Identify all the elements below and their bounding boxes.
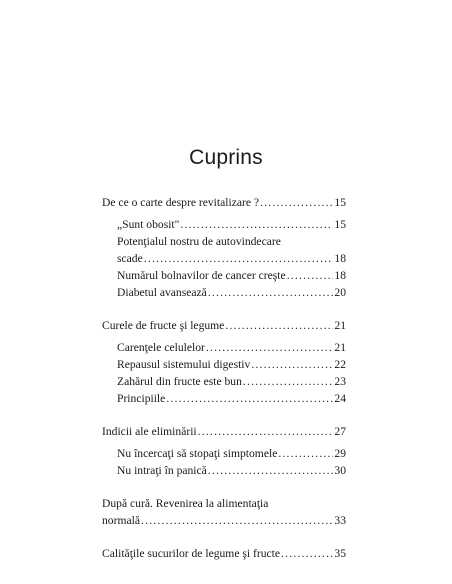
toc-entry-title: Numărul bolnavilor de cancer creşte xyxy=(117,269,286,282)
toc-entry-title: Carenţele celulelor xyxy=(117,341,205,354)
toc-entry-title: Calităţile sucurilor de legume şi fructe xyxy=(102,547,281,560)
toc-page-number: 23 xyxy=(334,375,346,388)
toc-page-number: 30 xyxy=(334,464,346,477)
leader-dots xyxy=(208,284,334,301)
leader-dots xyxy=(281,545,333,562)
leader-dots xyxy=(180,216,333,233)
toc-entry-title: De ce o carte despre revitalizare ? xyxy=(102,196,260,209)
toc-entry-title: Indicii ale eliminării xyxy=(102,425,197,438)
toc-entry-title: Zahărul din fructe este bun xyxy=(117,375,242,388)
toc-page-number: 22 xyxy=(334,358,346,371)
toc-page-number: 18 xyxy=(334,269,346,282)
toc-subentry[interactable] xyxy=(102,390,346,407)
toc-entry-title: Principiile xyxy=(117,392,166,405)
toc-page-number: 21 xyxy=(334,341,346,354)
toc-entry-title: Diabetul avansează xyxy=(117,286,207,299)
toc-subentry[interactable] xyxy=(102,462,346,479)
leader-dots xyxy=(260,194,333,211)
toc-entry-title: scade xyxy=(117,252,143,265)
toc-subentry[interactable] xyxy=(102,250,346,267)
toc-page-number: 35 xyxy=(334,547,346,560)
toc-page-number: 15 xyxy=(334,196,346,209)
toc-page-number: 18 xyxy=(334,252,346,265)
leader-dots xyxy=(278,445,333,462)
toc-page-number: 21 xyxy=(334,319,346,332)
leader-dots xyxy=(166,390,333,407)
toc-subentry[interactable] xyxy=(102,339,346,356)
leader-dots xyxy=(144,250,334,267)
toc-subentry[interactable] xyxy=(102,216,346,233)
leader-dots xyxy=(287,267,334,284)
toc-entry-title: Curele de fructe şi legume xyxy=(102,319,225,332)
toc-chapter[interactable] xyxy=(102,423,346,440)
toc-entry-title: „Sunt obosit" xyxy=(117,218,180,231)
toc-page-number: 24 xyxy=(334,392,346,405)
toc-chapter[interactable] xyxy=(102,512,346,529)
toc-page-number: 15 xyxy=(334,218,346,231)
toc-entry-title: Nu încercaţi să stopaţi simptomele xyxy=(117,447,278,460)
toc-subentry[interactable] xyxy=(102,284,346,301)
toc-chapter[interactable] xyxy=(102,317,346,334)
toc-page-number: 27 xyxy=(334,425,346,438)
toc-chapter[interactable] xyxy=(102,545,346,562)
toc-entry-title-line: După cură. Revenirea la alimentaţia xyxy=(102,497,269,510)
leader-dots xyxy=(206,339,334,356)
table-of-contents xyxy=(102,194,346,562)
leader-dots xyxy=(141,512,333,529)
toc-page-number: 29 xyxy=(334,447,346,460)
toc-subentry[interactable] xyxy=(102,373,346,390)
toc-subentry[interactable] xyxy=(102,445,346,462)
leader-dots xyxy=(251,356,333,373)
leader-dots xyxy=(208,462,334,479)
toc-page-number: 20 xyxy=(334,286,346,299)
toc-entry-title: Nu intraţi în panică xyxy=(117,464,207,477)
toc-entry-title: normală xyxy=(102,514,140,527)
toc-subentry[interactable] xyxy=(102,356,346,373)
leader-dots xyxy=(198,423,334,440)
leader-dots xyxy=(243,373,334,390)
toc-page-number: 33 xyxy=(334,514,346,527)
toc-chapter[interactable] xyxy=(102,194,346,211)
toc-subentry[interactable] xyxy=(102,267,346,284)
toc-entry-title-line: Potenţialul nostru de autovindecare xyxy=(117,235,281,248)
leader-dots xyxy=(225,317,333,334)
page-title: Cuprins xyxy=(189,146,263,169)
toc-entry-title: Repausul sistemului digestiv xyxy=(117,358,251,371)
